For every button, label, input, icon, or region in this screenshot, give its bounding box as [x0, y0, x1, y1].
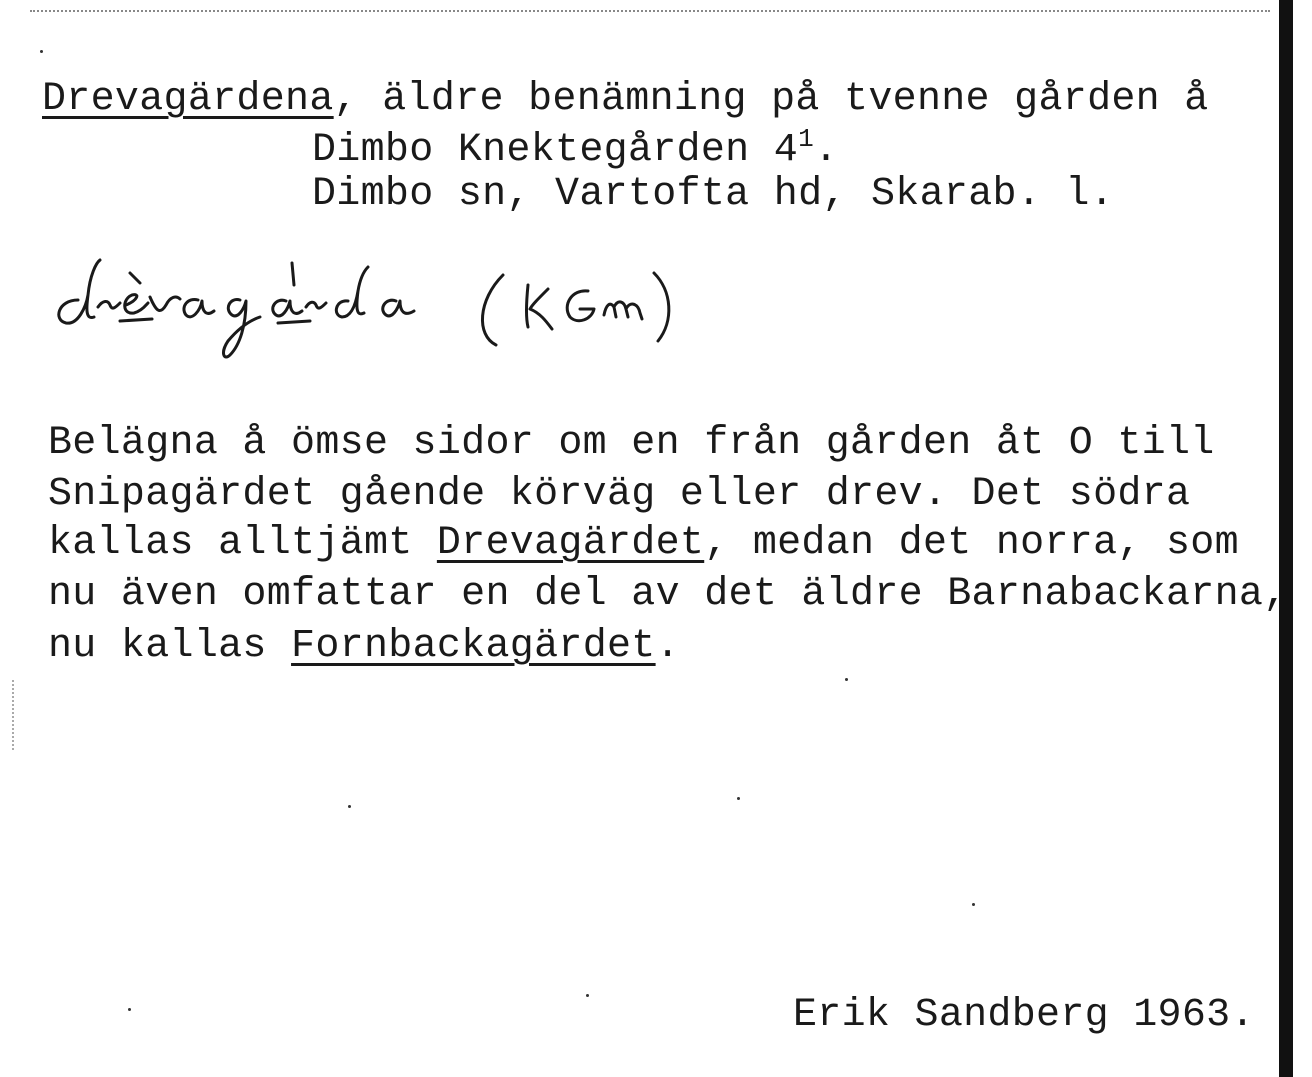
handwritten-note [48, 245, 728, 365]
right-edge-bar [1279, 0, 1293, 1077]
signature-text: Erik Sandberg 1963. [793, 993, 1255, 1038]
body-line-3 [48, 521, 1239, 566]
farm-name: Dimbo Knektegården 4 [312, 128, 799, 173]
header-line-2 [312, 124, 839, 173]
speck [348, 805, 351, 808]
header-line-1-rest: , äldre benämning på tvenne gården å [333, 77, 1209, 122]
body-line-3-end: , medan det norra, som [704, 521, 1239, 566]
handwriting-drawing [48, 245, 728, 365]
speck [40, 50, 43, 53]
body-line-3-start: kallas alltjämt [48, 521, 437, 566]
header-line-3 [312, 172, 1115, 217]
body-line-2-text: Snipagärdet gående körväg eller drev. Det södra [48, 472, 1191, 517]
speck [737, 797, 740, 800]
header-line-1 [42, 77, 1209, 122]
parish-line: Dimbo sn, Vartofta hd, Skarab. l. [312, 172, 1115, 217]
place-name-drevagardet: Drevagärdet [436, 521, 705, 566]
body-line-2 [48, 472, 1191, 517]
headword: Drevagärdena [42, 77, 334, 122]
speck [972, 903, 975, 906]
body-line-5-end: . [655, 624, 680, 669]
body-line-1 [48, 421, 1215, 466]
footnote-marker: 1 [798, 124, 814, 154]
top-edge-dots [30, 10, 1270, 12]
header-line-2-end: . [813, 128, 839, 173]
body-line-1-text: Belägna å ömse sidor om en från gården åt O till [48, 421, 1215, 466]
speck [128, 1008, 131, 1011]
place-name-fornbackagardet: Fornbackagärdet [291, 624, 656, 669]
left-edge-dots [12, 680, 14, 750]
speck [586, 994, 589, 997]
signature [793, 993, 1255, 1038]
body-line-4-text: nu även omfattar en del av det äldre Barnabackarna, [48, 572, 1288, 617]
body-line-4 [48, 572, 1288, 617]
body-line-5 [48, 624, 680, 669]
body-line-5-start: nu kallas [48, 624, 292, 669]
speck [845, 678, 848, 681]
